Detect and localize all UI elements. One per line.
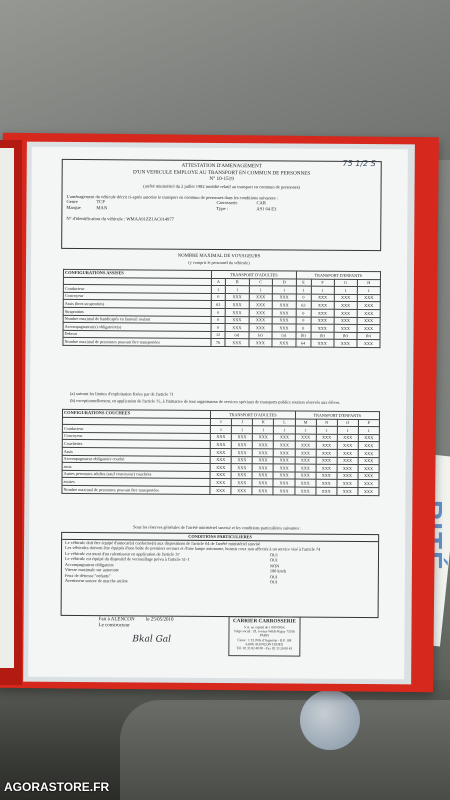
table-cell: XXX <box>253 441 274 449</box>
table-cell: XXX <box>231 433 252 441</box>
condition-text: Feux de détresse "enfants" <box>64 572 111 578</box>
table-cell: XXX <box>316 487 337 495</box>
table-cell: 0 <box>211 308 225 316</box>
condition-value: OUI <box>269 557 278 563</box>
table-cell: XXX <box>357 309 380 317</box>
table-cell: XXX <box>253 434 274 442</box>
table-cell: XXX <box>357 325 380 333</box>
max-voyageurs-title: NOMBRE MAXIMAL DE VOYAGEURS <box>177 253 261 260</box>
condition-value: OUI <box>269 579 278 585</box>
couchettes-col-header: I <box>210 418 231 426</box>
couchettes-config-table <box>61 409 380 496</box>
table-cell: XXX <box>295 472 316 480</box>
condition-text: Accompagnateur obligatoire <box>64 561 115 567</box>
table-cell: (b) <box>357 332 380 340</box>
table-cell: XXX <box>334 294 357 302</box>
table-cell: 1 <box>311 286 334 294</box>
table-cell: XXX <box>337 457 358 465</box>
table-cell: XXX <box>272 324 296 332</box>
table-cell: XXX <box>358 434 379 442</box>
condition-text: Le véhicule est équipé du dispositif de verrouillage prévu à l'article 51-1 <box>64 555 190 562</box>
table-cell: XXX <box>249 309 273 317</box>
table-cell: XXX <box>358 480 379 488</box>
table-cell: 1 <box>274 426 295 434</box>
couch-group-children: TRANSPORT D'ENFANTS <box>295 411 379 419</box>
document-title <box>63 162 381 184</box>
table-cell: 1 <box>249 286 273 294</box>
condition-value: NON <box>269 562 280 568</box>
ident-value: WMAA91ZZ1AC014977 <box>126 216 174 222</box>
table-cell: XXX <box>295 434 316 442</box>
constructeur-label: Le constructeur <box>98 623 130 629</box>
table-cell: XXX <box>334 317 357 325</box>
table-cell: XXX <box>225 316 249 324</box>
table-cell: 0 <box>211 316 225 324</box>
table-cell: XXX <box>337 480 358 488</box>
seated-col-header: F <box>311 279 334 287</box>
couch-group-adults: TRANSPORT D'ADULTES <box>210 410 295 418</box>
table-cell: XXX <box>295 457 316 465</box>
conditions-box <box>61 532 380 618</box>
table-cell: 0 <box>296 324 311 332</box>
table-cell: XXX <box>334 302 357 310</box>
table-cell: XXX <box>210 433 231 441</box>
table-row <box>62 485 379 495</box>
row-label: Couchettes <box>62 440 210 449</box>
table-cell: XXX <box>231 449 252 457</box>
table-cell: XXX <box>316 449 337 457</box>
table-cell: 1 <box>232 426 253 434</box>
table-cell: XXX <box>357 317 380 325</box>
table-cell: XXX <box>272 316 296 324</box>
table-cell: XXX <box>274 449 295 457</box>
table-cell: XXX <box>274 472 295 480</box>
table-cell: XXX <box>311 302 334 310</box>
stamp-line: Tél. 02 33 82 40 00 - Fax 02 33 29 00 42 <box>236 646 293 651</box>
seated-config-table <box>62 269 381 348</box>
table-cell: XXX <box>225 293 249 301</box>
type-value: A91 64 E3 <box>256 206 277 212</box>
row-label: Conducteur <box>62 425 210 434</box>
table-cell: XXX <box>311 294 334 302</box>
seated-group-adults: TRANSPORT D'ADULTES <box>211 270 296 278</box>
genre-label: Genre <box>66 199 78 205</box>
table-cell: (a) <box>272 332 296 340</box>
table-cell: XXX <box>358 457 379 465</box>
row-label: Assis <box>62 447 210 456</box>
table-cell: 12 <box>211 331 225 339</box>
attestation-document <box>28 147 408 680</box>
water-bottle <box>300 690 360 750</box>
marque-label: Marque <box>66 205 81 211</box>
seated-col-header: G <box>334 279 357 287</box>
table-cell: 0 <box>296 294 311 302</box>
row-label: Accompagnateur(s) obligatoire(s) <box>63 323 211 332</box>
note-b: (b) exceptionnellement, en application de l'article 75, à l'initiative de tout organisateur de services spéciaux de transports publics routiers réservés aux élèves. <box>70 397 341 405</box>
row-label: assises <box>62 478 210 487</box>
condition-text: Le véhicule est muni d'un ralentisseur en application de l'article 37 <box>65 550 180 557</box>
table-cell: 1 <box>295 426 316 434</box>
table-cell: XXX <box>334 340 357 348</box>
condition-text: Avertisseur sonore de marche arrière <box>64 577 128 584</box>
document-header <box>61 159 382 251</box>
row-label: Accompagnateur obligatoire couché <box>62 455 210 464</box>
table-cell: XXX <box>334 309 357 317</box>
table-cell: 0 <box>296 317 311 325</box>
intro-text: L'aménagement du véhicule décrit ci-après autorise le transport en commun de personnes dans les conditions suivantes : <box>66 193 278 201</box>
table-cell: XXX <box>272 309 296 317</box>
couchettes-col-header: P <box>358 419 379 427</box>
table-cell: XXX <box>295 449 316 457</box>
seated-col-header: C <box>249 278 273 286</box>
table-cell: XXX <box>272 301 296 309</box>
row-label: assis <box>62 463 210 472</box>
table-cell: XXX <box>274 464 295 472</box>
seated-col-header: A <box>211 278 225 286</box>
table-cell: 1 <box>337 427 358 435</box>
couchettes-col-header: O <box>337 419 358 427</box>
ident-label: N° d'identification du véhicule : <box>66 215 126 222</box>
dashboard-surface <box>120 700 450 800</box>
table-cell: XXX <box>316 464 337 472</box>
table-cell: 1 <box>210 426 231 434</box>
condition-value: OUI <box>269 551 278 557</box>
condition-value: 100 km/h <box>269 568 287 574</box>
company-stamp <box>228 616 300 657</box>
genre-value: TCP <box>96 199 105 205</box>
row-label: Conducteur <box>63 285 211 294</box>
stamp-line: Usine : 1 ZI, Pôle d'Argentan - B.P. 108 <box>237 637 292 643</box>
table-row <box>63 338 380 348</box>
table-cell: XXX <box>252 487 273 495</box>
stamp-line: Siège social : ZI, avenue Wilde Rigny 75016 PARIS <box>234 629 295 638</box>
table-cell: (b) <box>296 332 311 340</box>
table-cell: XXX <box>231 464 252 472</box>
row-label: Assis (hors strapontins) <box>63 300 211 309</box>
table-cell: XXX <box>311 324 334 332</box>
table-cell: 1 <box>334 286 357 294</box>
vehicle-ident <box>66 216 380 224</box>
row-label: Nombre maximal de personnes pouvant être transportées <box>62 485 210 494</box>
signature-block <box>98 617 183 646</box>
table-cell: XXX <box>225 339 249 347</box>
table-cell: XXX <box>337 449 358 457</box>
row-label: Convoyeur <box>62 432 210 441</box>
table-cell: XXX <box>252 479 273 487</box>
table-cell: XXX <box>249 301 273 309</box>
table-cell: 1 <box>253 426 274 434</box>
table-cell: XXX <box>316 480 337 488</box>
table-cell: XXX <box>248 339 272 347</box>
table-cell: XXX <box>337 464 358 472</box>
table-cell: XXX <box>249 324 273 332</box>
table-cell: XXX <box>316 442 337 450</box>
table-cell: XXX <box>225 309 249 317</box>
type-label: Type : <box>216 206 228 212</box>
stamp-line: 61005 ALENÇON CEDEX <box>245 642 284 647</box>
reserve-line: Sous les réserves générales de l'arrêté ministériel susvisé et les conditions particulières suivantes : <box>133 524 302 531</box>
table-cell: (a) <box>249 331 273 339</box>
table-cell: XXX <box>210 471 231 479</box>
fait-a: Fait à ALENCON <box>98 617 135 623</box>
table-cell: XXX <box>358 442 379 450</box>
document-subtitle: (arrêté ministériel du 2 juillet 1982 modifié relatif au transport en commun de personnes) <box>143 183 300 190</box>
table-notes <box>70 391 370 406</box>
row-label: Strapontins <box>63 307 211 316</box>
note-a: (a) suivant les limites d'exploitation fixées par de l'article 71 <box>70 390 174 397</box>
vehicle-row <box>66 205 380 213</box>
table-cell: XXX <box>252 471 273 479</box>
handwritten-note: 75 1/2 S <box>342 158 376 169</box>
seated-caption: CONFIGURATIONS ASSISES <box>63 269 211 278</box>
table-cell: XXX <box>337 487 358 495</box>
seated-group-children: TRANSPORT D'ENFANTS <box>296 271 380 279</box>
table-cell: XXX <box>358 472 379 480</box>
couchettes-col-header: K <box>253 418 274 426</box>
couchettes-col-header: J <box>232 418 253 426</box>
left-page-edge <box>0 148 14 668</box>
table-cell: XXX <box>316 472 337 480</box>
table-cell: XXX <box>274 434 295 442</box>
table-cell: 1 <box>225 286 249 294</box>
stamp-name: CARRIER CARROSSERIE <box>233 618 297 625</box>
table-cell: XXX <box>231 441 252 449</box>
title-line: ATTESTATION D'AMENAGEMENT <box>181 162 262 170</box>
table-cell: XXX <box>357 294 380 302</box>
watermark: AGORASTORE.FR <box>4 780 110 794</box>
table-cell: XXX <box>358 487 379 495</box>
table-cell: XXX <box>357 340 380 348</box>
condition-items <box>62 550 378 585</box>
condition-item <box>62 578 378 586</box>
table-cell: XXX <box>225 324 249 332</box>
conditions-caption: CONDITIONS PARTICULIERES <box>62 533 378 542</box>
couchettes-col-header: N <box>316 419 337 427</box>
table-cell: XXX <box>210 464 231 472</box>
title-line: N° 10-1519 <box>209 176 234 183</box>
table-cell: XXX <box>231 479 252 487</box>
table-cell: 63 <box>211 301 225 309</box>
table-cell: XXX <box>231 471 252 479</box>
table-cell: 1 <box>211 286 225 294</box>
row-label: Convoyeur <box>63 292 211 301</box>
table-cell: XXX <box>311 317 334 325</box>
table-cell: 64 <box>296 339 311 347</box>
table-cell: XXX <box>249 316 273 324</box>
table-cell: 0 <box>211 324 225 332</box>
table-cell: XXX <box>337 434 358 442</box>
table-cell: XXX <box>358 465 379 473</box>
stamp-line: S.A. au capital de 1 000 000 € <box>244 624 286 630</box>
date: le 25/05/2010 <box>145 617 174 623</box>
table-cell: XXX <box>249 293 273 301</box>
title-line: D'UN VEHICULE EMPLOYE AU TRANSPORT EN COMMUN DE PERSONNES <box>133 169 311 177</box>
row-label: Autres personnes adultes (sauf convoyeur) couchées <box>62 470 210 479</box>
row-label: Debout <box>63 330 211 339</box>
table-cell: XXX <box>316 457 337 465</box>
table-cell: XXX <box>252 464 273 472</box>
table-cell: XXX <box>231 487 252 495</box>
seated-col-header: E <box>296 279 311 287</box>
condition-paragraph: Le véhicule doit être équipé d'autocar(s) conforme(s) aux dispositions de l'article 64 de l'arrêté ministériel susvisé <box>65 539 261 546</box>
table-cell: (b) <box>311 332 334 340</box>
table-cell: XXX <box>274 456 295 464</box>
table-cell: 1 <box>357 287 380 295</box>
table-cell: XXX <box>273 487 294 495</box>
table-cell: XXX <box>311 339 334 347</box>
table-cell: XXX <box>311 309 334 317</box>
table-cell: XXX <box>272 339 296 347</box>
table-cell: 1 <box>316 426 337 434</box>
table-cell: 1 <box>296 286 311 294</box>
table-cell: 0 <box>296 309 311 317</box>
table-cell: XXX <box>316 434 337 442</box>
table-cell: XXX <box>295 441 316 449</box>
table-cell: XXX <box>231 456 252 464</box>
table-cell: XXX <box>210 441 231 449</box>
table-cell: XXX <box>252 456 273 464</box>
carrosserie-value: CAR <box>256 200 266 206</box>
couch-caption: CONFIGURATIONS COUCHEES <box>62 409 210 418</box>
table-cell: 1 <box>272 286 296 294</box>
table-cell: XXX <box>274 441 295 449</box>
seated-col-header: B <box>225 278 249 286</box>
table-cell: XXX <box>337 442 358 450</box>
couchettes-col-header: M <box>295 419 316 427</box>
table-cell: 63 <box>296 301 311 309</box>
table-cell: XXX <box>210 448 231 456</box>
condition-text: Vitesse maximale sur autoroute <box>64 566 119 573</box>
table-cell: XXX <box>273 479 294 487</box>
condition-value: OUI <box>269 573 278 579</box>
table-cell: (a) <box>225 331 249 339</box>
seated-col-header: H <box>357 279 380 287</box>
couchettes-col-header: L <box>274 418 295 426</box>
table-cell: XXX <box>358 449 379 457</box>
condition-paragraph: Les véhicules doivent être équipés d'une boîte de premiers secours et d'une lampe autonome, hormis ceux non affectés à un service visé à l'article 74 <box>65 544 321 552</box>
table-cell: 76 <box>211 339 225 347</box>
table-cell: 0 <box>211 293 225 301</box>
table-cell: XXX <box>295 464 316 472</box>
table-cell: XXX <box>210 486 231 494</box>
seated-col-header: D <box>272 278 296 286</box>
table-cell: XXX <box>272 294 296 302</box>
marque-value: MAN <box>96 205 108 211</box>
table-cell: XXX <box>295 479 316 487</box>
table-cell: XXX <box>253 449 274 457</box>
table-cell: XXX <box>225 301 249 309</box>
table-cell: XXX <box>334 324 357 332</box>
row-label: Nombre maximal de handicapés en fauteuil roulant <box>63 315 211 324</box>
handwritten-signature: Bkal Gal <box>132 634 172 645</box>
max-voyageurs-subtitle: (y compris le personnel du véhicule) <box>188 259 250 266</box>
table-cell: XXX <box>357 302 380 310</box>
table-cell: XXX <box>210 456 231 464</box>
row-label: Nombre maximal de personnes pouvant être transportées <box>63 338 211 347</box>
carrosserie-label: Carrosserie <box>216 200 238 206</box>
table-cell: XXX <box>210 479 231 487</box>
table-cell: XXX <box>295 487 316 495</box>
table-cell: 1 <box>358 427 379 435</box>
table-cell: XXX <box>337 472 358 480</box>
table-cell: (b) <box>334 332 357 340</box>
